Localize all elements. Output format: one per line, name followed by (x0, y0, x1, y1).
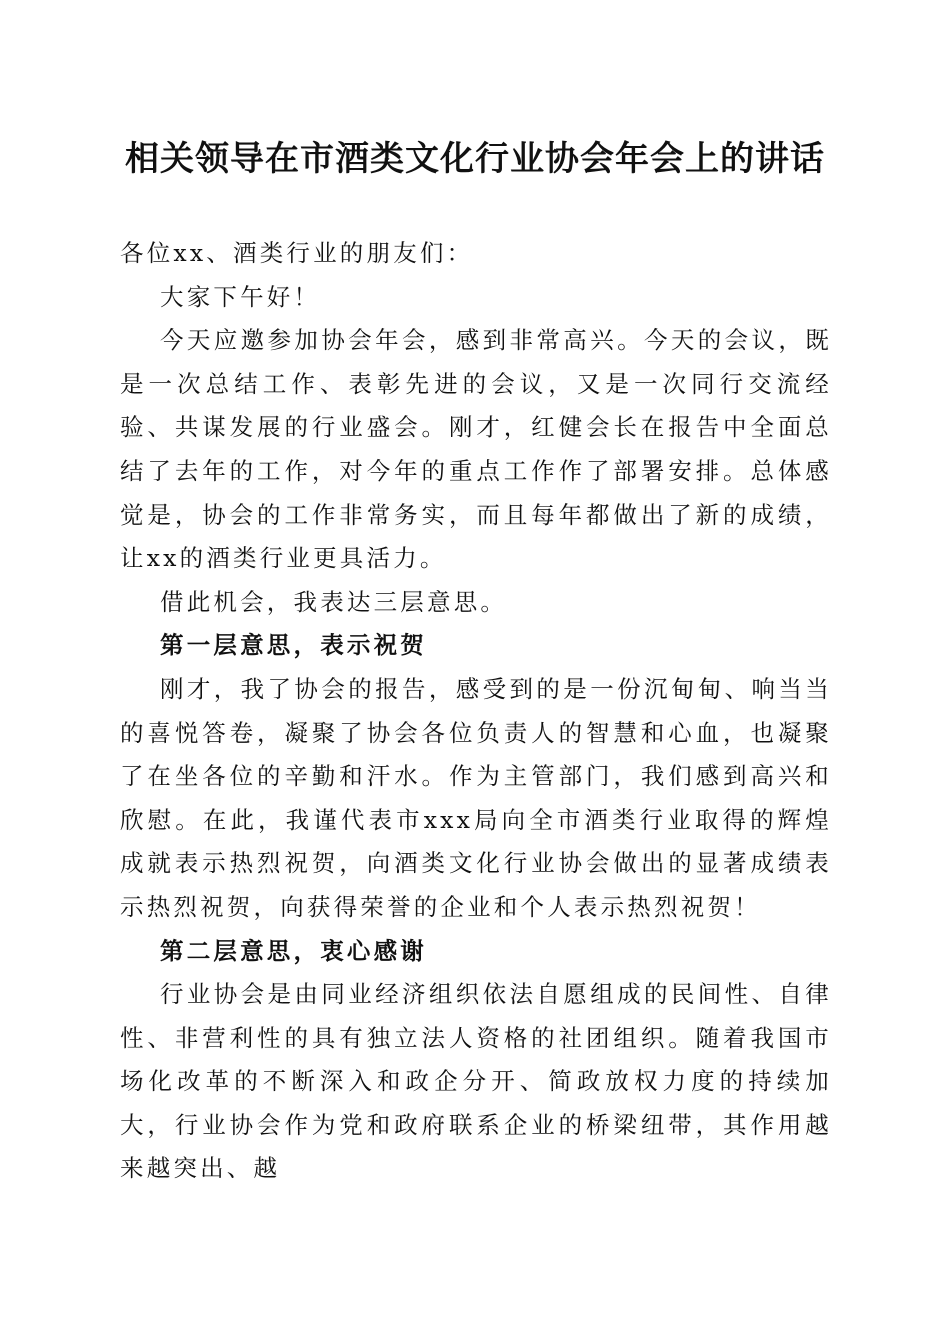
greeting: 大家下午好！ (160, 282, 321, 311)
salutation: 各位xx、酒类行业的朋友们： (120, 239, 474, 267)
section-heading-congratulations: 第一层意思，表示祝贺 (160, 631, 427, 660)
paragraph-congratulations: 刚才，我了协会的报告，感受到的是一份沉甸甸、响当当的喜悦答卷，凝聚了协会各位负责人的智慧和心血，也凝聚了在坐各位的辛勤和汗水。作为主管部门，我们感到高兴和欣慰。在此，我谨代表市xxx局向全市酒类行业取得的辉煌成就表示热烈祝贺，向酒类文化行业协会做出的显著成绩表示热烈祝贺，向获得荣誉的企业和个人表示热烈祝贺！ (120, 674, 832, 921)
paragraph-thanks: 行业协会是由同业经济组织依法自愿组成的民间性、自律性、非营利性的具有独立法人资格的社团组织。随着我国市场化改革的不断深入和政企分开、简政放权力度的持续加大，行业协会作为党和政府联系企业的桥梁纽带，其作用越来越突出、越 (120, 980, 832, 1183)
paragraph-opening: 今天应邀参加协会年会，感到非常高兴。今天的会议，既是一次总结工作、表彰先进的会议，又是一次同行交流经验、共谋发展的行业盛会。刚才，红健会长在报告中全面总结了去年的工作，对今年的重点工作作了部署安排。总体感觉是，协会的工作非常务实，而且每年都做出了新的成绩，让xx的酒类行业更具活力。 (120, 326, 832, 573)
document-body (120, 232, 832, 1191)
paragraph-intro-three-points: 借此机会，我表达三层意思。 (160, 587, 508, 616)
document-title: 相关领导在市酒类文化行业协会年会上的讲话 (125, 139, 825, 179)
section-heading-thanks: 第二层意思，衷心感谢 (160, 936, 427, 965)
